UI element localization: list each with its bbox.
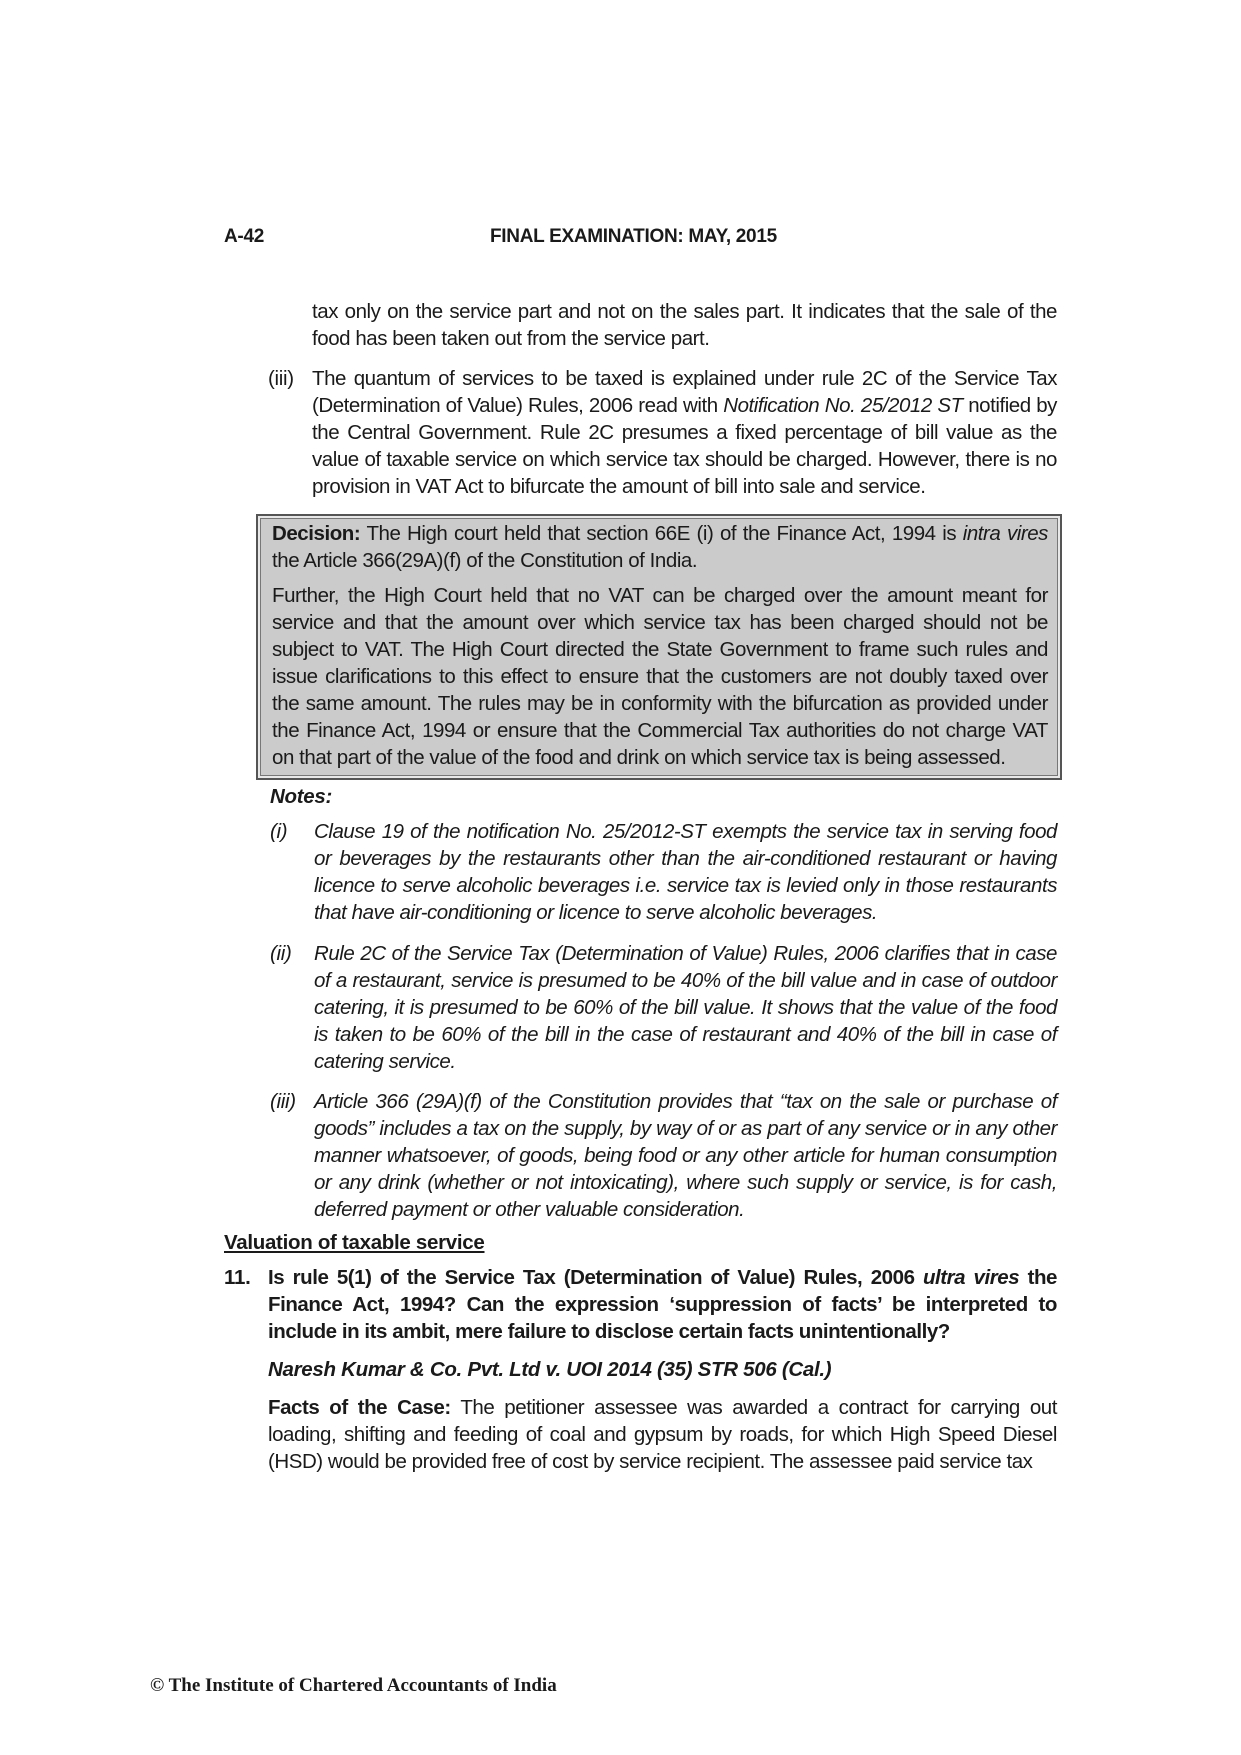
question-text-after: the Finance Act, 1994? Can the expression ‘suppression of facts’ be interpreted to include in its ambit, mere failure to disclose certain facts unintentionally? (268, 1266, 1058, 1343)
question-italic: ultra vires (922, 1266, 1020, 1289)
question-text (268, 1264, 1057, 1345)
facts-text: The petitioner assessee was awarded a contract for carrying out loading, shifting and feeding of coal and gypsum by roads, for which High Speed Diesel (HSD) would be provided free of cost by service recipient. The assessee paid service tax (268, 1396, 1057, 1473)
facts-label: Facts of the Case: (268, 1396, 451, 1419)
point-iii-text-before: The quantum of services to be taxed is explained under rule 2C of the Service Tax (Determination of Value) Rules, 2006 read with (312, 367, 1057, 417)
section-heading: Valuation of taxable service (224, 1231, 485, 1254)
page-number: A-42 (224, 226, 264, 247)
decision-text-after: the Article 366(29A)(f) of the Constitution of India. (272, 549, 698, 572)
note-2-marker: (ii) (270, 942, 292, 965)
point-iii-text-after: notified by the Central Government. Rule 2C presumes a fixed percentage of bill value as the value of taxable service on which service tax should be charged. However, there is no provision in VAT Act to bifurcate the amount of bill into sale and service. (312, 394, 1057, 498)
point-iii-paragraph (312, 365, 1057, 500)
point-iii-italic: Notification No. 25/2012 ST (723, 394, 963, 417)
note-1-marker: (i) (270, 820, 288, 843)
decision-italic: intra vires (962, 522, 1048, 545)
note-2-text: Rule 2C of the Service Tax (Determination of Value) Rules, 2006 clarifies that in case of a restaurant, service is presumed to be 40% of the bill value and in case of outdoor catering, it is presumed to be 60% of the bill value. It shows that the value of the food is taken to be 60% of the bill in the case of restaurant and 40% of the bill in case of catering service. (314, 942, 1057, 1073)
footer-copyright: © The Institute of Chartered Accountants of India (150, 1675, 557, 1696)
page-header-title: FINAL EXAMINATION: MAY, 2015 (490, 226, 777, 247)
decision-label: Decision: (272, 522, 361, 545)
question-text-before: Is rule 5(1) of the Service Tax (Determination of Value) Rules, 2006 (268, 1266, 923, 1289)
decision-box (256, 514, 1062, 780)
case-citation: Naresh Kumar & Co. Pvt. Ltd v. UOI 2014 (35) STR 506 (Cal.) (268, 1358, 832, 1381)
continuation-text: tax only on the service part and not on the sales part. It indicates that the sale of the food has been taken out from the service part. (312, 300, 1057, 350)
question-number: 11. (224, 1266, 251, 1289)
decision-paragraph-2: Further, the High Court held that no VAT can be charged over the amount meant for service and that the amount over which service tax has been charged should not be subject to VAT. The High Court directed the State Government to frame such rules and issue clarifications to this effect to ensure that the customers are not doubly taxed over the same amount. The rules may be in conformity with the bifurcation as provided under the Finance Act, 1994 or ensure that the Commercial Tax authorities do not charge VAT on that part of the value of the food and drink on which service tax is being assessed. (272, 584, 1048, 769)
note-3-text: Article 366 (29A)(f) of the Constitution provides that “tax on the sale or purchase of goods” includes a tax on the supply, by way of or as part of any service or in any other manner whatsoever, of goods, being food or any other article for human consumption or any drink (whether or not intoxicating), where such supply or service, is for cash, deferred payment or other valuable consideration. (314, 1090, 1057, 1221)
note-3-marker: (iii) (270, 1090, 296, 1113)
notes-heading: Notes: (270, 785, 332, 808)
continuation-paragraph (312, 298, 1057, 352)
facts-paragraph (268, 1394, 1057, 1475)
point-iii-marker: (iii) (268, 367, 294, 390)
decision-text-before: The High court held that section 66E (i) of the Finance Act, 1994 is (360, 522, 963, 545)
note-1-text: Clause 19 of the notification No. 25/2012-ST exempts the service tax in serving food or beverages by the restaurants other than the air-conditioned restaurant or having licence to serve alcoholic beverages i.e. service tax is levied only in those restaurants that have air-conditioning or licence to serve alcoholic beverages. (314, 820, 1057, 924)
